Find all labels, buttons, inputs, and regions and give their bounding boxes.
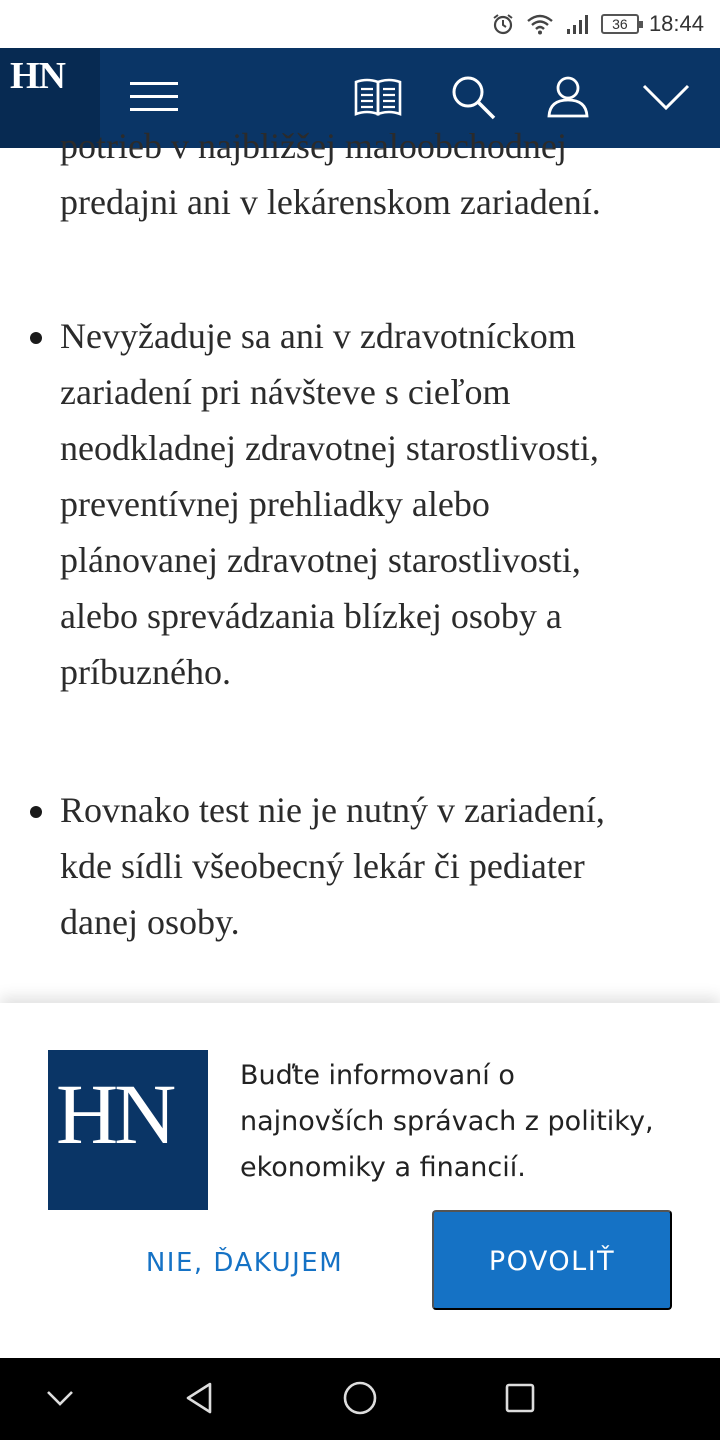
hide-keyboard-icon[interactable]: [40, 1378, 80, 1418]
bullet-line: príbuzného.: [60, 652, 231, 692]
article-line: predajni ani v lekárenskom zariadení.: [60, 182, 601, 222]
menu-icon[interactable]: [126, 72, 182, 122]
prompt-message-line: Buďte informovaní o: [240, 1060, 515, 1091]
prompt-logo-text: HN: [56, 1066, 173, 1162]
back-icon[interactable]: [180, 1378, 220, 1418]
bullet-line: plánovanej zdravotnej starostlivosti,: [60, 540, 581, 580]
bullet-dot: [30, 806, 42, 818]
search-icon[interactable]: [446, 72, 502, 122]
signal-icon: [565, 12, 591, 36]
prompt-message-line: ekonomiky a financií.: [240, 1152, 526, 1183]
bullet-item: [60, 308, 710, 700]
bullet-line: neodkladnej zdravotnej starostlivosti,: [60, 428, 599, 468]
bullet-item: [60, 782, 710, 950]
bullet-dot: [30, 332, 42, 344]
notification-prompt: [0, 1003, 720, 1358]
status-icons: [491, 8, 704, 40]
recents-icon[interactable]: [500, 1378, 540, 1418]
article-body: [0, 126, 720, 1003]
prompt-message: [240, 1053, 690, 1191]
logo-text: HN: [10, 55, 65, 97]
book-icon[interactable]: [350, 72, 406, 122]
decline-button[interactable]: NIE, ĎAKUJEM: [112, 1235, 377, 1291]
bullet-line: alebo sprevádzania blízkej osoby a: [60, 596, 562, 636]
status-time: 18:44: [648, 11, 704, 36]
bullet-line: Rovnako test nie je nutný v zariadení,: [60, 790, 605, 830]
prompt-message-line: najnovších správach z politiky,: [240, 1106, 654, 1137]
user-icon[interactable]: [540, 72, 596, 122]
article-cut-line: potrieb v najbližšej maloobchodnej: [60, 126, 567, 166]
allow-button[interactable]: POVOLIŤ: [432, 1210, 672, 1310]
status-bar: [0, 0, 720, 48]
wifi-icon: [525, 12, 555, 36]
bullet-line: Nevyžaduje sa ani v zdravotníckom: [60, 316, 576, 356]
chevron-down-icon[interactable]: [638, 72, 694, 122]
bullet-line: preventívnej prehliadky alebo: [60, 484, 490, 524]
system-navigation-bar: [0, 1358, 720, 1440]
bullet-line: kde sídli všeobecný lekár či pediater: [60, 846, 585, 886]
battery-level: 36: [612, 16, 628, 32]
bullet-line: danej osoby.: [60, 902, 240, 942]
battery-icon: [601, 14, 639, 34]
bullet-line: zariadení pri návšteve s cieľom: [60, 372, 511, 412]
prompt-logo: [48, 1050, 208, 1210]
home-icon[interactable]: [340, 1378, 380, 1418]
alarm-icon: [491, 12, 515, 36]
